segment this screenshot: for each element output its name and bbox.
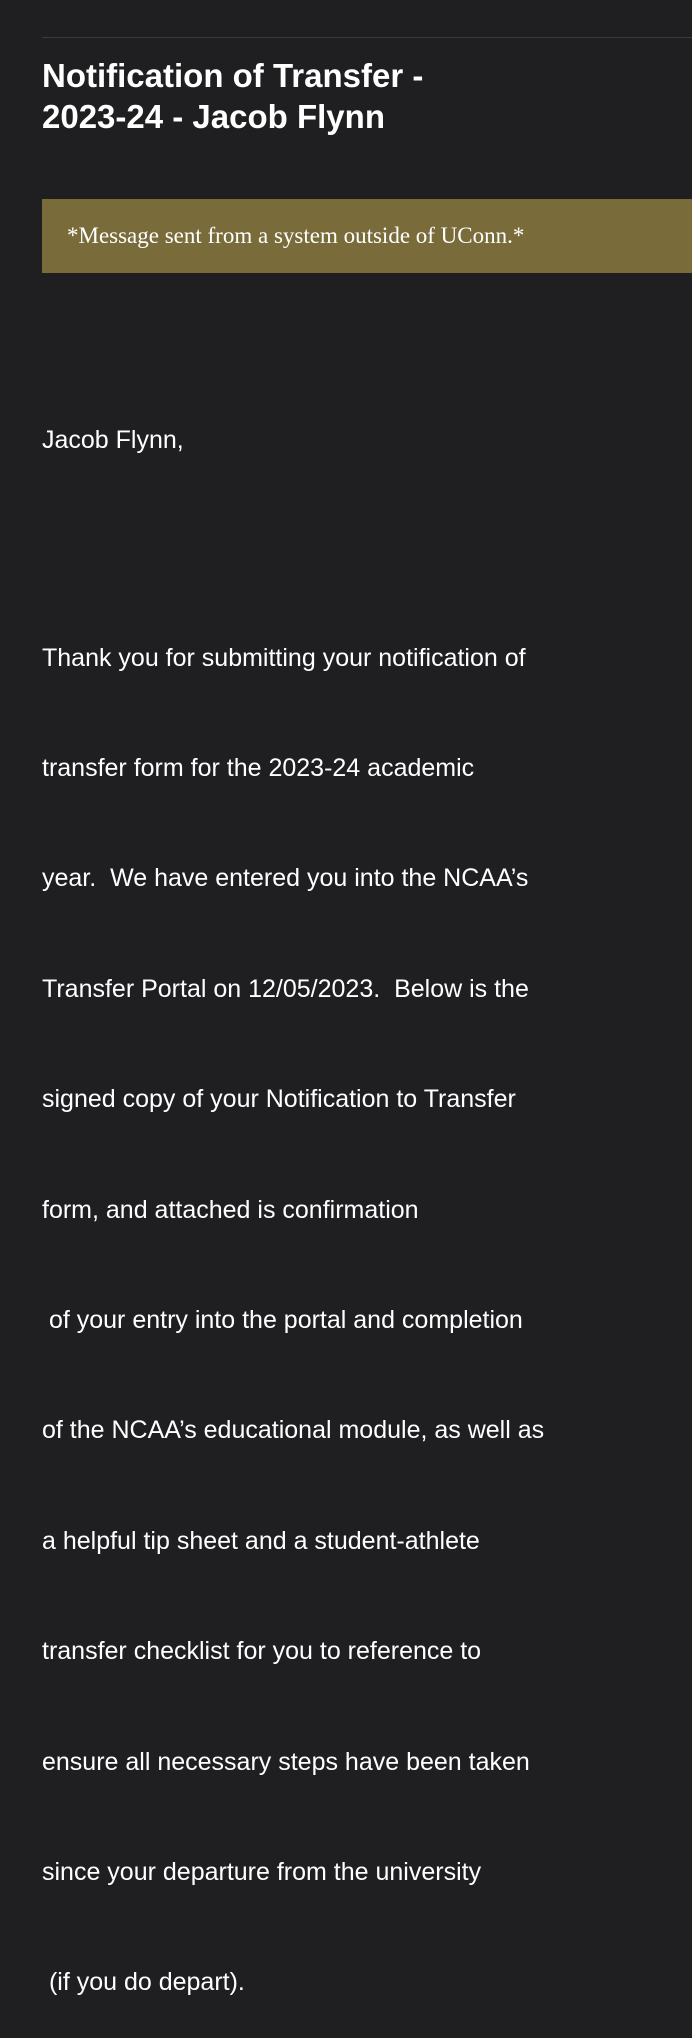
email-body-line: since your departure from the university xyxy=(42,1857,482,1886)
email-body-line: of your entry into the portal and completion xyxy=(42,1305,523,1334)
email-body-line: (if you do depart). xyxy=(42,1968,245,1997)
email-body-line: transfer form for the 2023-24 academic xyxy=(42,753,475,782)
email-body-line: signed copy of your Notification to Transfer xyxy=(42,1085,516,1114)
email-subject xyxy=(42,56,662,138)
email-body-line: Thank you for submitting your notification of xyxy=(42,643,526,672)
external-sender-banner xyxy=(42,199,692,273)
email-subject-line-1: Notification of Transfer - xyxy=(42,57,424,94)
email-subject-line-2: 2023-24 - Jacob Flynn xyxy=(42,97,385,135)
email-body-line: of the NCAA’s educational module, as well as xyxy=(42,1416,545,1445)
email-body-line: form, and attached is confirmation xyxy=(42,1195,419,1224)
email-body-line: year. We have entered you into the NCAA’s xyxy=(42,864,529,893)
external-sender-banner-text: *Message sent from a system outside of UConn.* xyxy=(67,223,525,248)
email-body-line: ensure all necessary steps have been taken xyxy=(42,1747,530,1776)
header-divider xyxy=(42,37,692,38)
email-body xyxy=(42,566,667,2038)
email-body-line: a helpful tip sheet and a student-athlete xyxy=(42,1526,480,1555)
email-greeting: Jacob Flynn, xyxy=(42,426,184,454)
email-body-line: Transfer Portal on 12/05/2023. Below is the xyxy=(42,974,529,1003)
email-body-line: transfer checklist for you to reference to xyxy=(42,1637,482,1666)
